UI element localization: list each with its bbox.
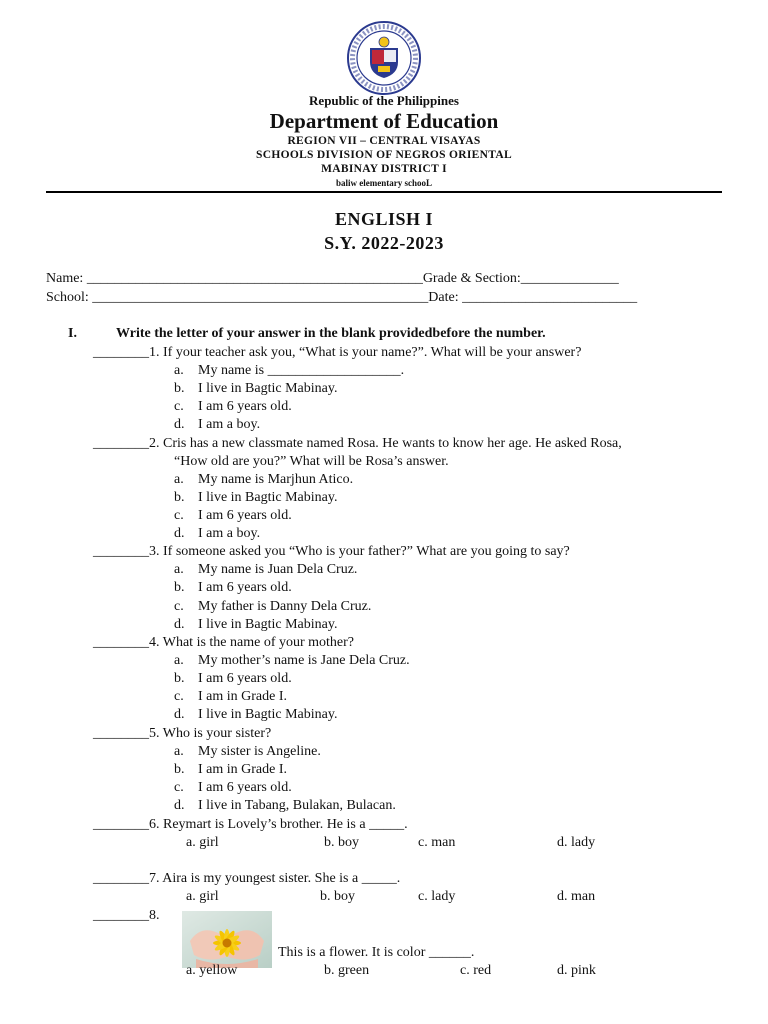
q6-option-b: b. boy — [324, 835, 359, 850]
region-heading: REGION VII – CENTRAL VISAYAS — [287, 135, 481, 147]
q6-option-c: c. man — [418, 835, 456, 850]
q4-option-d: d. I live in Bagtic Mabinay. — [174, 707, 338, 722]
q6-option-a: a. girl — [186, 835, 219, 850]
q4-option-b: b. I am 6 years old. — [174, 671, 292, 686]
q2-option-c: c. I am 6 years old. — [174, 508, 292, 523]
republic-heading: Republic of the Philippines — [309, 93, 459, 108]
name-grade-field[interactable]: Name: ________________________________________________Grade & Section:______________ — [46, 271, 619, 286]
question-6: ________6. Reymart is Lovely’s brother. He is a _____. — [93, 817, 408, 832]
district-heading: MABINAY DISTRICT I — [321, 163, 447, 175]
deped-seal-logo — [346, 20, 422, 96]
q1-option-a: a. My name is ___________________. — [174, 363, 405, 378]
q5-option-d: d. I live in Tabang, Bulakan, Bulacan. — [174, 798, 396, 813]
school-year: S.Y. 2022-2023 — [324, 233, 444, 253]
q8-option-c: c. red — [460, 963, 492, 978]
school-date-field[interactable]: School: ________________________________________________Date: _________________________ — [46, 290, 638, 305]
school-heading: baliw elementary schooL — [336, 178, 432, 188]
division-heading: SCHOOLS DIVISION OF NEGROS ORIENTAL — [256, 149, 512, 161]
q6-option-d: d. lady — [557, 835, 596, 850]
q8-option-a: a. yellow — [186, 963, 238, 978]
q3-option-d: d. I live in Bagtic Mabinay. — [174, 617, 338, 632]
q1-option-d: d. I am a boy. — [174, 417, 261, 432]
q4-option-c: c. I am in Grade I. — [174, 689, 288, 704]
q2-option-a: a. My name is Marjhun Atico. — [174, 472, 354, 487]
flower-in-hands-image — [182, 911, 272, 968]
question-7: ________7. Aira is my youngest sister. She is a _____. — [93, 871, 401, 886]
q7-option-b: b. boy — [320, 889, 355, 904]
q5-option-c: c. I am 6 years old. — [174, 780, 292, 795]
section-number: I. — [68, 326, 77, 341]
q3-option-c: c. My father is Danny Dela Cruz. — [174, 599, 372, 614]
section-instruction: Write the letter of your answer in the blank providedbefore the number. — [116, 326, 546, 341]
q3-option-b: b. I am 6 years old. — [174, 580, 292, 595]
question-5: ________5. Who is your sister? — [93, 726, 272, 741]
q8-option-d: d. pink — [557, 963, 596, 978]
q7-option-a: a. girl — [186, 889, 219, 904]
question-1: ________1. If your teacher ask you, “What is your name?”. What will be your answer? — [93, 345, 582, 360]
department-heading: Department of Education — [269, 109, 499, 133]
question-8-text: This is a flower. It is color ______. — [278, 945, 475, 960]
question-8: ________8. — [93, 908, 160, 923]
q4-option-a: a. My mother’s name is Jane Dela Cruz. — [174, 653, 410, 668]
question-4: ________4. What is the name of your mother? — [93, 635, 355, 650]
q1-option-b: b. I live in Bagtic Mabinay. — [174, 381, 338, 396]
q7-option-c: c. lady — [418, 889, 456, 904]
q5-option-a: a. My sister is Angeline. — [174, 744, 321, 759]
q8-option-b: b. green — [324, 963, 370, 978]
q2-option-b: b. I live in Bagtic Mabinay. — [174, 490, 338, 505]
question-2-cont: “How old are you?” What will be Rosa’s answer. — [174, 454, 449, 469]
subject-title: ENGLISH I — [334, 209, 434, 229]
q3-option-a: a. My name is Juan Dela Cruz. — [174, 562, 358, 577]
q1-option-c: c. I am 6 years old. — [174, 399, 292, 414]
q2-option-d: d. I am a boy. — [174, 526, 261, 541]
q7-option-d: d. man — [557, 889, 596, 904]
q5-option-b: b. I am in Grade I. — [174, 762, 288, 777]
question-2: ________2. Cris has a new classmate named Rosa. He wants to know her age. He asked Rosa, — [93, 436, 622, 451]
question-3: ________3. If someone asked you “Who is your father?” What are you going to say? — [93, 544, 570, 559]
header-divider — [46, 191, 722, 193]
